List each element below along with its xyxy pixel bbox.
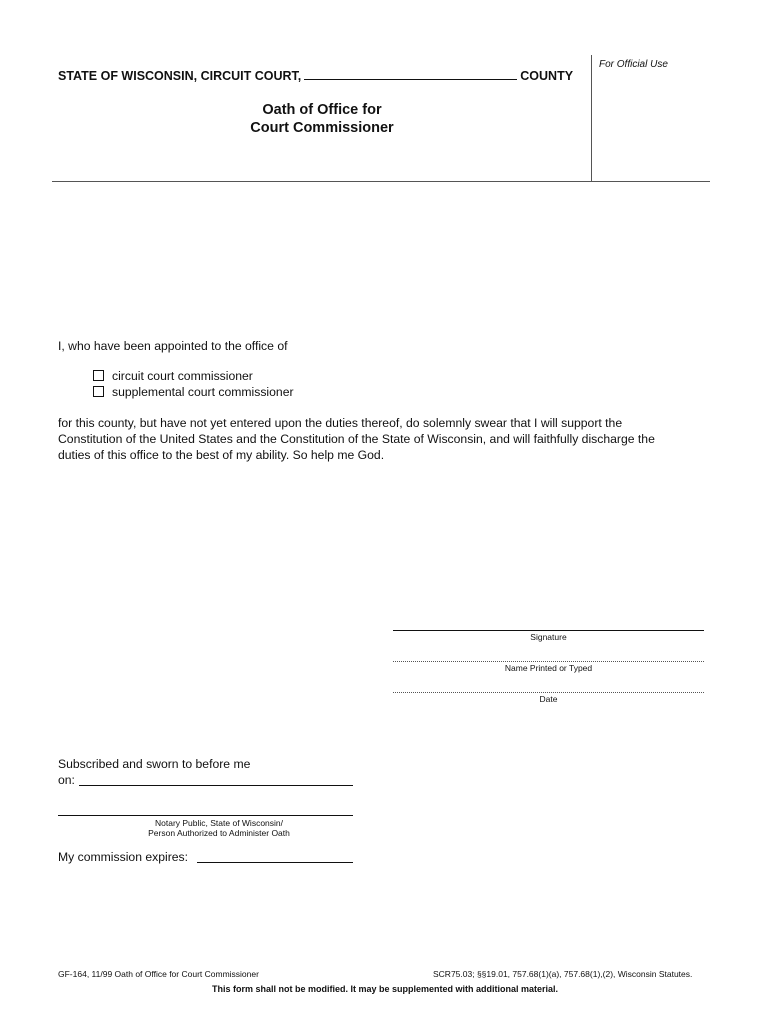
option-circuit [93, 368, 253, 384]
oath-statement-line1: for this county, but have not yet entered upon the duties thereof, do solemnly swear that I will support the [58, 416, 623, 430]
court-header [58, 68, 573, 83]
commission-label: My commission expires: [58, 850, 189, 864]
subscribed-text: Subscribed and sworn to before me [58, 757, 251, 771]
statutes-citation: SCR75.03; §§19.01, 757.68(1)(a), 757.68(1),(2), Wisconsin Statutes. [433, 969, 693, 979]
sworn-date-field[interactable] [79, 785, 353, 786]
name-printed-label: Name Printed or Typed [504, 663, 593, 673]
signature-field[interactable] [393, 630, 704, 631]
oath-statement-line3: duties of this office to the best of my ability. So help me God. [58, 448, 385, 462]
signature-label: Signature [530, 632, 567, 642]
supplemental-commissioner-checkbox[interactable] [93, 386, 104, 397]
name-printed-field[interactable] [393, 661, 704, 662]
option-supplemental [93, 384, 294, 400]
notary-label [58, 818, 380, 838]
official-use-divider [591, 55, 592, 182]
form-title-line1: Oath of Office for [262, 102, 382, 118]
header-divider [52, 181, 710, 182]
oath-statement [58, 415, 718, 463]
form-title-line2: Court Commissioner [250, 120, 394, 136]
county-name-field[interactable] [304, 68, 517, 80]
modification-notice: This form shall not be modified. It may be supplemented with additional material. [211, 984, 559, 994]
county-label: COUNTY [520, 69, 574, 83]
date-field[interactable] [393, 692, 704, 693]
commission-expiry-field[interactable] [197, 862, 353, 863]
option-supplemental-label: supplemental court commissioner [112, 385, 294, 399]
form-id: GF-164, 11/99 Oath of Office for Court Commissioner [58, 969, 259, 979]
notary-signature-field[interactable] [58, 815, 353, 816]
oath-intro: I, who have been appointed to the office of [58, 339, 288, 353]
notary-label-line2: Person Authorized to Administer Oath [148, 828, 290, 838]
notary-label-line1: Notary Public, State of Wisconsin/ [154, 818, 284, 828]
option-circuit-label: circuit court commissioner [112, 369, 253, 383]
official-use-label: For Official Use [599, 59, 668, 70]
court-prefix: STATE OF WISCONSIN, CIRCUIT COURT, [58, 69, 302, 83]
date-label: Date [539, 694, 558, 704]
sworn-on-label: on: [58, 773, 75, 787]
circuit-commissioner-checkbox[interactable] [93, 370, 104, 381]
form-title [200, 101, 444, 137]
oath-statement-line2: Constitution of the United States and the Constitution of the State of Wisconsin, and will faithfully discharge the [58, 432, 655, 446]
